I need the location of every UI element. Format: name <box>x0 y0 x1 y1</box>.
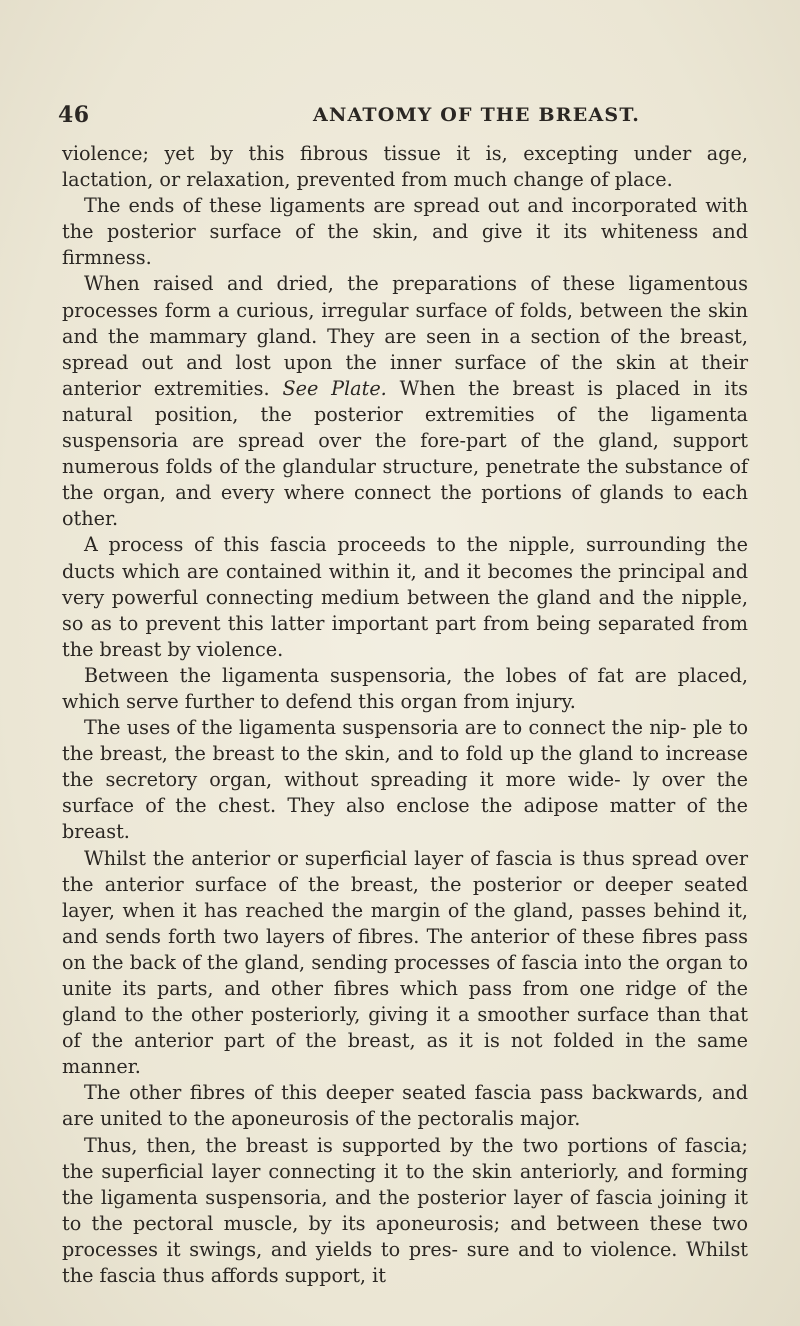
paragraph-text: When raised and dried, the preparations of these ligamentous processes form a curious, irregular surface of folds, between the skin and the mammary gland. They are seen in a section of the breast, spread out and lost upon the inner surface of the skin at their anterior extremities. <box>62 272 748 400</box>
paragraph: violence; yet by this fibrous tissue it is, excepting under age, lactation, or relaxation, prevented from much change of place. <box>62 142 748 192</box>
paragraph: The uses of the ligamenta suspensoria are to connect the nip- ple to the breast, the breast to the skin, and to fold up the gland to increase the secretory organ, without spreading it more wide- ly over the surface of the chest. They also enclose the adipose matter of the breast. <box>62 716 748 844</box>
page-header <box>58 102 748 132</box>
paragraph: Thus, then, the breast is supported by the two portions of fascia; the superficial layer connecting it to the skin anteriorly, and forming the ligamenta suspensoria, and the posterior layer of fascia joining it to the pectoral muscle, by its aponeurosis; and between these two processes it swings, and yields to pres- sure and to violence. Whilst the fascia thus affords support, it <box>62 1133 748 1288</box>
running-title: ANATOMY OF THE BREAST. <box>313 104 641 126</box>
paragraph: Whilst the anterior or superficial layer of fascia is thus spread over the anterior surface of the breast, the posterior or deeper seated layer, when it has reached the margin of the gland, passes behind it, and sends forth two layers of fibres. The anterior of these fibres pass on the back of the gland, sending processes of fascia into the organ to unite its parts, and other fibres which pass from one ridge of the gland to the other posteriorly, giving it a smoother surface than that of the anterior part of the breast, as it is not folded in the same manner. <box>62 846 748 1079</box>
plate-reference: See Plate. <box>282 376 387 400</box>
paragraph-text: When the breast is placed in its natural position, the posterior extremities of the ligamenta suspensoria are spread over the fore-part of the gland, support numerous folds of the glandular structure, penetrate the substance of the organ, and every where connect the portions of glands to each other. <box>62 376 749 531</box>
paragraph: A process of this fascia proceeds to the nipple, surrounding the ducts which are contained within it, and it becomes the principal and very powerful connecting medium between the gland and the nipple, so as to prevent this latter important part from being separated from the breast by violence. <box>62 533 748 661</box>
page-number: 46 <box>58 102 90 128</box>
paragraph: Between the ligamenta suspensoria, the lobes of fat are placed, which serve further to defend this organ from injury. <box>62 663 748 713</box>
body-text <box>62 141 748 1289</box>
paragraph <box>62 271 748 532</box>
paragraph: The other fibres of this deeper seated fascia pass backwards, and are united to the aponeurosis of the pectoralis major. <box>62 1081 748 1131</box>
paragraph: The ends of these ligaments are spread out and incorporated with the posterior surface of the skin, and give it its whiteness and firmness. <box>62 194 748 270</box>
